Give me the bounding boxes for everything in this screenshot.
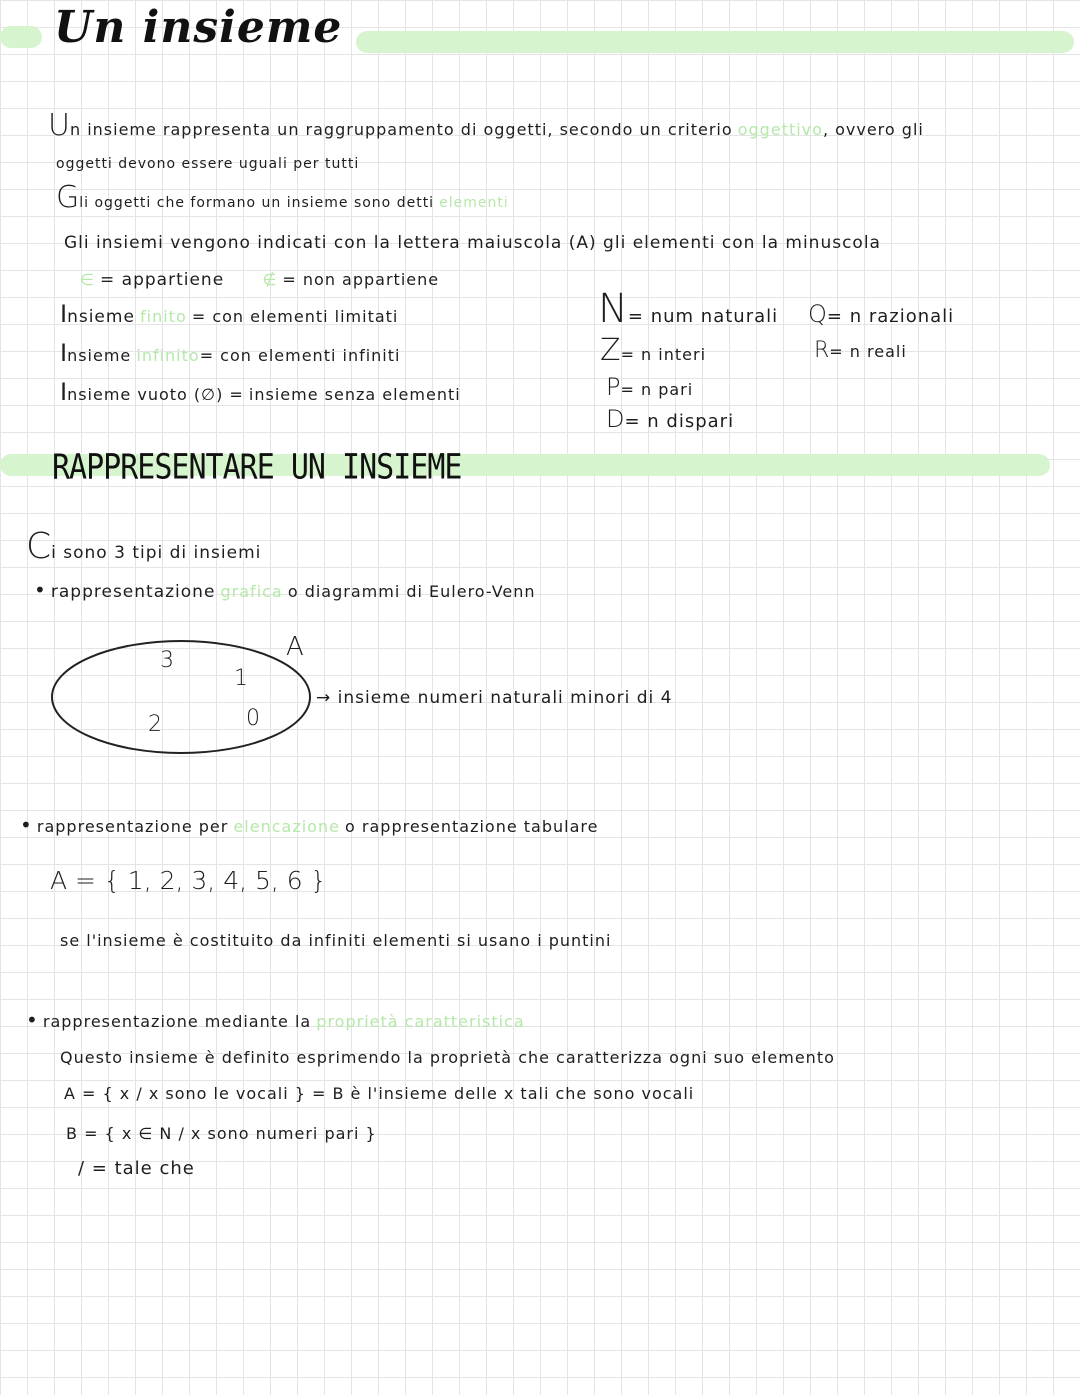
bullet: •: [20, 813, 32, 837]
set-text: = num naturali: [627, 306, 779, 327]
rep-pre: rappresentazione mediante la: [42, 1012, 312, 1031]
type-green: finito: [140, 307, 187, 326]
type-cap: I: [60, 339, 68, 367]
notin-symbol: ∉: [262, 270, 278, 289]
set-reals: [814, 338, 907, 363]
notin-text: = non appartiene: [282, 270, 440, 289]
intro-green: oggettivo: [737, 120, 823, 139]
in-symbol: ∈: [80, 270, 95, 289]
set-rationals: [808, 300, 954, 328]
types-intro-cap: C: [26, 526, 52, 567]
section-heading: RAPPRESENTARE UN INSIEME: [52, 447, 462, 488]
type-infinite: [60, 339, 400, 367]
rep-pre: rappresentazione per: [36, 817, 229, 836]
rep-green: elencazione: [233, 817, 340, 836]
venn-label: A: [286, 632, 304, 662]
type-pre: nsieme: [67, 346, 132, 365]
set-symbol: R: [814, 338, 830, 363]
type-cap: I: [60, 378, 68, 406]
title-highlight-left: [0, 26, 42, 48]
set-text: = n razionali: [826, 306, 955, 327]
elements-green: elementi: [439, 195, 509, 211]
venn-element: 3: [160, 648, 174, 673]
type-pre: nsieme: [67, 307, 135, 327]
page-title: Un insieme: [54, 2, 343, 53]
venn-caption: → insieme numeri naturali minori di 4: [316, 688, 673, 708]
list-note: se l'insieme è costituito da infiniti elementi si usano i puntini: [60, 931, 612, 950]
set-text: = n dispari: [624, 411, 735, 432]
bullet: •: [26, 1008, 38, 1032]
set-symbol: D: [606, 405, 625, 433]
symbols-line: [80, 270, 439, 290]
rep-green: grafica: [220, 582, 283, 601]
set-text: = n pari: [620, 380, 694, 399]
property-example-2: B = { x ∈ N / x sono numeri pari }: [66, 1124, 377, 1143]
venn-element: 1: [234, 666, 248, 691]
set-symbol: N: [598, 286, 628, 332]
rep-post: o rappresentazione tabulare: [345, 817, 599, 836]
intro-line-1: [48, 108, 924, 143]
elements-cap: G: [56, 180, 80, 215]
set-integers: [600, 333, 706, 368]
list-set: A = { 1, 2, 3, 4, 5, 6 }: [50, 866, 327, 895]
type-empty: [60, 378, 461, 406]
property-desc: Questo insieme è definito esprimendo la proprietà che caratterizza ogni suo elemento: [60, 1048, 835, 1067]
intro-text: n insieme rappresenta un raggruppamento di oggetti, secondo un criterio: [69, 120, 733, 139]
type-pre: nsieme vuoto (∅) =: [67, 385, 244, 404]
set-symbol: P: [606, 373, 621, 401]
venn-ellipse: [52, 641, 310, 753]
type-post: insieme senza elementi: [248, 385, 461, 404]
intro-line-2: oggetti devono essere uguali per tutti: [56, 156, 360, 172]
venn-element: 0: [246, 706, 260, 731]
set-symbol: Z: [600, 333, 621, 368]
capitals-line: Gli insiemi vengono indicati con la lettera maiuscola (A) gli elementi con la minuscola: [64, 233, 881, 253]
title-highlight-right: [356, 31, 1074, 53]
type-post: = con elementi infiniti: [199, 346, 401, 365]
rep-list: [20, 813, 598, 837]
venn-element: 2: [148, 712, 162, 737]
intro-cap: U: [48, 108, 70, 143]
rep-green: proprietà caratteristica: [316, 1012, 525, 1031]
type-green: infinito: [136, 346, 200, 365]
property-example-1: A = { x / x sono le vocali } = B è l'insieme delle x tali che sono vocali: [64, 1084, 695, 1103]
set-odd: [606, 405, 734, 433]
in-text: = appartiene: [100, 270, 225, 290]
bullet: •: [34, 578, 46, 602]
set-naturals: [598, 286, 778, 332]
set-text: = n reali: [829, 342, 907, 361]
set-text: = n interi: [620, 345, 707, 364]
type-post: = con elementi limitati: [191, 307, 399, 326]
intro-end: , ovvero gli: [822, 120, 924, 139]
elements-text: li oggetti che formano un insieme sono detti: [79, 195, 435, 211]
rep-graphic: [34, 578, 536, 602]
set-even: [606, 373, 693, 401]
rep-property: [26, 1008, 525, 1032]
property-example-3: / = tale che: [78, 1158, 195, 1179]
rep-post: o diagrammi di Eulero-Venn: [287, 582, 536, 601]
types-intro-text: i sono 3 tipi di insiemi: [51, 543, 262, 563]
type-finite: [60, 300, 398, 328]
types-intro: [26, 526, 261, 567]
rep-pre: rappresentazione: [50, 582, 216, 602]
elements-line: [56, 180, 509, 215]
type-cap: I: [60, 300, 68, 328]
venn-diagram: [50, 638, 320, 758]
set-symbol: Q: [808, 300, 827, 328]
